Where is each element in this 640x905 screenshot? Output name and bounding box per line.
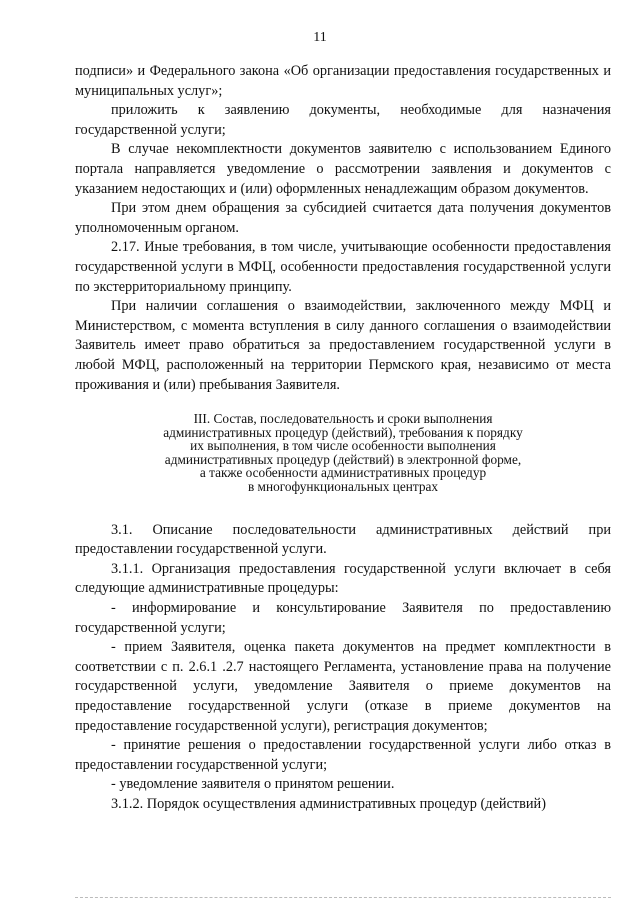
paragraph: 3.1.1. Организация предоставления государственной услуги включает в себя следующие административные процедуры: — [75, 560, 611, 597]
section-heading-line: III. Состав, последовательность и сроки выполнения — [193, 411, 493, 427]
section-heading — [75, 412, 611, 494]
page-bottom-divider — [75, 897, 611, 898]
paragraph: приложить к заявлению документы, необходимые для назначения государственной услуги; — [75, 102, 611, 138]
paragraph: - принятие решения о предоставлении государственной услуги либо отказ в предоставлении государственной услуги; — [75, 737, 611, 773]
paragraph: 2.17. Иные требования, в том числе, учитывающие особенности предоставления государственной услуги в МФЦ, особенности предоставления государственной услуги по экстерриториальному принципу. — [75, 239, 611, 295]
section-heading-line: в многофункциональных центрах — [247, 479, 439, 495]
paragraph: - информирование и консультирование Заявителя по предоставлению государственной услуги; — [75, 600, 611, 636]
paragraph: подписи» и Федерального закона «Об организации предоставления государственных и муниципальных услуг»; — [75, 63, 611, 99]
paragraph: - уведомление заявителя о принятом решении. — [111, 776, 395, 793]
paragraph: 3.1. Описание последовательности административных действий при предоставлении государственной услуги. — [75, 521, 611, 558]
page-number: 11 — [313, 30, 327, 45]
paragraph: - прием Заявителя, оценка пакета документов на предмет комплектности в соответствии с п. 2.6.1 .2.7 настоящего Регламента, установление права на получение государственной услуги, уведомление Заявителя о приеме документов на предоставление государственной услуги (отказе в приеме документов на предоставление государственной услуги), регистрация документов; — [75, 639, 611, 734]
section-heading-line: административных процедур (действий), требования к порядку — [163, 424, 523, 440]
section-heading-line: а также особенности административных процедур — [199, 465, 487, 481]
paragraph: При этом днем обращения за субсидией считается дата получения документов уполномоченным органом. — [75, 200, 611, 236]
paragraph: При наличии соглашения о взаимодействии, заключенного между МФЦ и Министерством, с момента вступления в силу данного соглашения о взаимодействии Заявитель имеет право обратиться за предоставлением государственной услуги в любой МФЦ, расположенный на территории Пермского края, независимо от места проживания и (или) пребывания Заявителя. — [75, 298, 611, 393]
paragraphs-top — [75, 62, 611, 395]
document-body — [75, 62, 611, 815]
paragraphs-bottom — [75, 521, 611, 815]
section-heading-line: их выполнения, в том числе особенности выполнения — [190, 438, 496, 454]
section-heading-line: административных процедур (действий) в электронной форме, — [164, 451, 522, 467]
paragraph: В случае некомплектности документов заявителю с использованием Единого портала направляется уведомление о рассмотрении заявления и документов с указанием недостающих и (или) оформленных ненадлежащим образом документов. — [75, 141, 611, 197]
paragraph: 3.1.2. Порядок осуществления административных процедур (действий) — [111, 795, 546, 812]
